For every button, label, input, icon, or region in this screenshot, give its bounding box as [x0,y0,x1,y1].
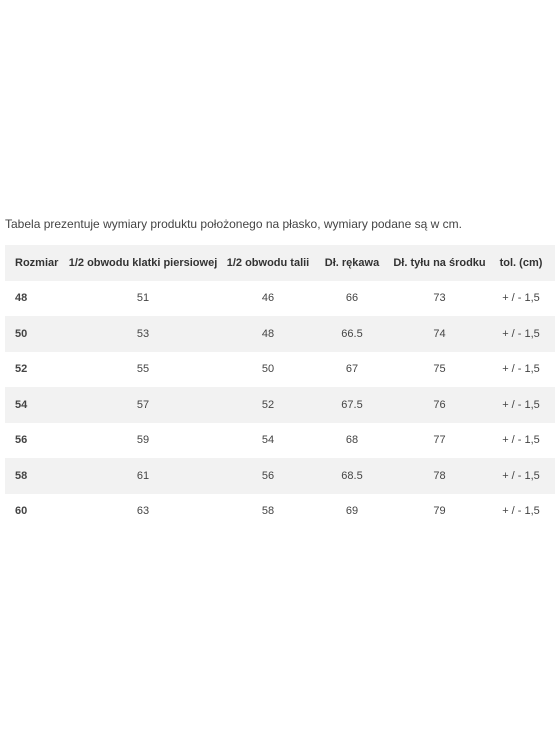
size-cell: 60 [15,505,28,518]
size-cell: 52 [15,363,28,376]
tolerance-cell: + / - 1,5 [502,363,540,376]
back-length-cell: 79 [433,505,446,518]
back-length-cell: 77 [433,434,446,447]
back-length-cell: 73 [433,292,446,305]
table-row [5,458,555,494]
waist-cell: 58 [261,505,275,518]
chest-cell: 63 [136,505,150,518]
header-size: Rozmiar [15,256,59,269]
sleeve-cell: 67 [345,363,359,376]
table-row [5,387,555,423]
header-waist: 1/2 obwodu talii [226,256,310,269]
waist-cell: 46 [261,292,275,305]
size-cell: 48 [15,292,28,305]
sleeve-cell: 67.5 [341,398,363,411]
header-tolerance: tol. (cm) [499,256,543,269]
table-description: Tabela prezentuje wymiary produktu położonego na płasko, wymiary podane są w cm. [5,217,462,231]
size-table [5,245,555,529]
header-back-length: Dł. tyłu na środku [393,256,486,269]
size-cell: 58 [15,469,28,482]
size-cell: 50 [15,327,28,340]
table-row [5,316,555,352]
header-sleeve: Dł. rękawa [324,256,380,269]
size-cell: 56 [15,434,28,447]
tolerance-cell: + / - 1,5 [502,398,540,411]
chest-cell: 55 [136,363,150,376]
chest-cell: 59 [136,434,150,447]
table-row [5,494,555,530]
waist-cell: 54 [261,434,275,447]
chest-cell: 51 [136,292,150,305]
tolerance-cell: + / - 1,5 [502,292,540,305]
back-length-cell: 76 [433,398,446,411]
chest-cell: 57 [136,398,150,411]
sleeve-cell: 66 [345,292,359,305]
tolerance-cell: + / - 1,5 [502,469,540,482]
waist-cell: 50 [261,363,275,376]
sleeve-cell: 69 [345,505,359,518]
back-length-cell: 75 [433,363,446,376]
waist-cell: 48 [261,327,275,340]
tolerance-cell: + / - 1,5 [502,327,540,340]
size-cell: 54 [15,398,28,411]
chest-cell: 61 [136,469,150,482]
sleeve-cell: 66.5 [341,327,363,340]
waist-cell: 56 [261,469,275,482]
table-row [5,281,555,317]
tolerance-cell: + / - 1,5 [502,434,540,447]
tolerance-cell: + / - 1,5 [502,505,540,518]
table-row [5,423,555,459]
table-row [5,352,555,388]
chest-cell: 53 [136,327,150,340]
sleeve-cell: 68.5 [341,469,363,482]
waist-cell: 52 [261,398,275,411]
table-header-row [5,245,555,281]
back-length-cell: 74 [433,327,446,340]
header-chest: 1/2 obwodu klatki piersiowej [68,256,218,269]
back-length-cell: 78 [433,469,446,482]
sleeve-cell: 68 [345,434,359,447]
